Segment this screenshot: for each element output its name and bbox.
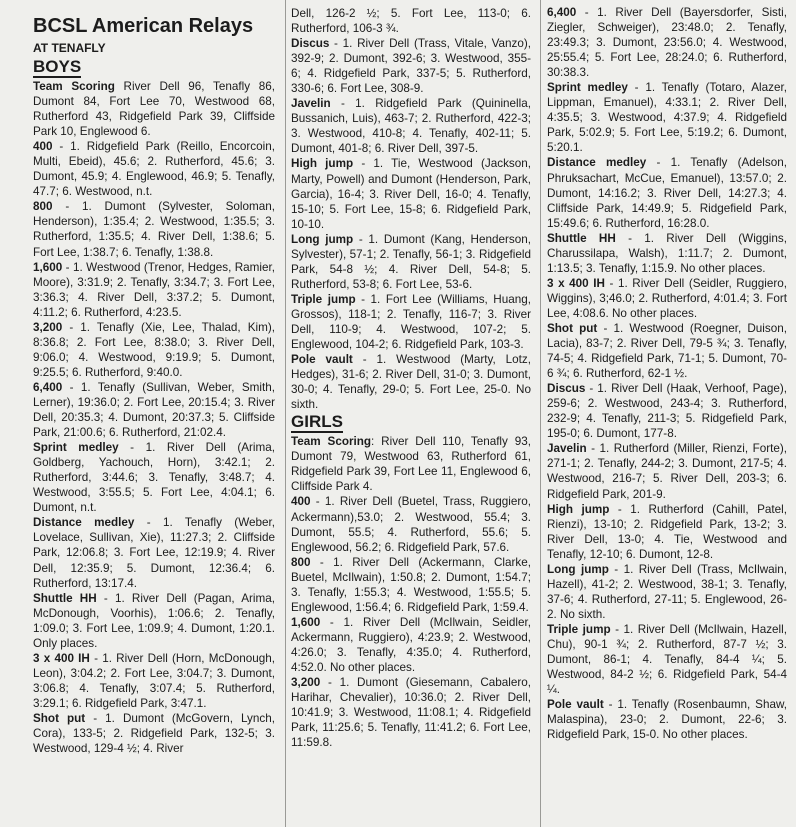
event-result-team-scoring xyxy=(33,79,275,139)
event-result-3-x-400-ih xyxy=(547,276,787,321)
event-label: Triple jump xyxy=(547,622,611,636)
event-label: Shuttle HH xyxy=(547,231,616,245)
event-text: : River Dell 110, Tenafly 93, Dumont 79, Westwood 63, Rutherford 61, Ridgefield Park 39, Fort Lee 11, Englewood 6, Cliffside Park 4. xyxy=(291,435,531,494)
event-text: - 1. Rutherford (Miller, Rienzi, Forte), 271-1; 2. Tenafly, 244-2; 3. Dumont, 217-5; 4. Westwood, 216-7; 5. River Dell, 203-3; 6. Ridgefield Park, 201-9. xyxy=(547,442,787,501)
event-label: Javelin xyxy=(291,97,331,111)
event-label: 3 x 400 IH xyxy=(547,276,605,290)
event-label: Triple jump xyxy=(291,292,356,306)
event-text: - 1. Westwood (Roegner, Duison, Lacia), 83-7; 2. River Dell, 79-5 ¾; 3. Tenafly, 74-5; 4. Ridgefield Park, 71-1; 5. Dumont, 70-6 ¾; 6. Rutherford, 62-1 ½. xyxy=(547,321,787,381)
event-result-sprint-medley xyxy=(33,440,275,515)
event-result-pole-vault xyxy=(547,697,787,742)
section-heading-girls: GIRLS xyxy=(291,412,343,432)
event-text: - 1. Tenafly (Weber, Lovelace, Sullivan, Xie), 11:27.3; 2. Cliffside Park, 12:06.8; 3. Fort Lee, 12:19.9; 4. River Dell, 12:35.9; 5. Dumont, 12:36.4; 6. Rutherford, 13:17.4. xyxy=(33,516,276,590)
event-text: - 1. River Dell (Horn, McDonough, Leon), 3:04.2; 2. Fort Lee, 3:04.7; 3. Dumont, 3:06.8; 4. Tenafly, 3:07.4; 5. Rutherford, 3:29.1; 6. Ridgefield Park, 3:47.1. xyxy=(33,651,275,710)
event-label: Distance medley xyxy=(547,156,647,170)
event-result-3-x-400-ih xyxy=(33,651,275,711)
event-label: High jump xyxy=(547,502,610,516)
event-text: - 1. River Dell (Arima, Goldberg, Yachouch, Horn), 3:42.1; 2. Rutherford, 3:44.6; 3. Tenafly, 3:48.7; 4. Westwood, 3:55.5; 5. Fort Lee, 4:04.1; 6. Dumont, n.t. xyxy=(33,441,275,515)
event-label: 3 x 400 IH xyxy=(33,651,90,665)
event-result-800 xyxy=(33,199,275,259)
event-label: Distance medley xyxy=(33,516,135,530)
event-text: - 1. River Dell (McIlwain, Seidler, Ackermann, Ruggiero), 4:23.9; 2. Westwood, 4:26.0; 3. Tenafly, 4:35.0; 4. Rutherford, 4:52.0. No other places. xyxy=(291,615,531,674)
event-text: - 1. Ridgefield Park (Reillo, Encorcoin, Multi, Ebeid), 45.6; 2. Rutherford, 45.6; 3. Dumont, 45.9; 4. Englewood, 46.9; 5. Tenafly, 47.7; 6. Westwood, n.t. xyxy=(33,140,275,199)
event-label: Long jump xyxy=(291,232,354,246)
event-text: - 1. Dumont (Giesemann, Cabalero, Harihar, Chevalier), 10:36.0; 2. River Dell, 10:41.9; 3. Westwood, 11:08.1; 4. Ridgefield Park, 11:25.6; 5. Tenafly, 11:41.2; 6. Fort Lee, 11:59.8. xyxy=(291,676,531,750)
event-text: - 1. River Dell (Buetel, Trass, Ruggiero, Ackermann),53.0; 2. Westwood, 55.4; 3. Dumont, 55.5; 4. Rutherford, 55.6; 5. Englewood, 56.2; 6. Ridgefield Park, 57.6. xyxy=(291,495,531,554)
event-label: 1,600 xyxy=(33,260,63,274)
event-result-400 xyxy=(291,494,531,554)
section-heading-boys: BOYS xyxy=(33,57,82,76)
event-text: - 1. River Dell (Haak, Verhoof, Page), 259-6; 2. Westwood, 243-4; 3. Rutherford, 232-9; 4. Tenafly, 211-3; 5. Ridgefield Park, 195-0; 6. Dumont, 177-8. xyxy=(547,382,787,441)
article-headline: BCSL American Relays xyxy=(33,15,254,37)
column-divider xyxy=(285,0,286,827)
event-text: - 1. Fort Lee (Williams, Huang, Grossos), 118-1; 2. Tenafly, 116-7; 3. River Dell, 110-9; 4. Westwood, 107-2; 5. Englewood, 104-2; 6. Ridgefield Park, 103-3. xyxy=(291,292,531,352)
event-label: Team Scoring xyxy=(291,435,372,449)
event-text: - 1. Dumont (Sylvester, Soloman, Henderson), 1:35.4; 2. Westwood, 1:35.5; 3. Rutherford, 1:35.5; 4. River Dell, 1:38.6; 5. Fort Lee, 1:38.7; 6. Tenafly, 1:38.8. xyxy=(33,200,275,259)
event-result-1-600 xyxy=(291,615,531,675)
event-text: - 1. River Dell (Seidler, Ruggiero, Wiggins), 3;46.0; 2. Rutherford, 4:01.4; 3. Fort Lee, 4:08.6. No other places. xyxy=(547,276,787,320)
event-text: - 1. River Dell (Trass, Vitale, Vanzo), 392-9; 2. Dumont, 392-6; 3. Westwood, 355-6; 4. Ridgefield Park, 337-5; 5. Rutherford, 330-6; 6. Fort Lee, 308-9. xyxy=(291,37,531,96)
event-label: Shot put xyxy=(547,321,598,335)
event-result-distance-medley xyxy=(33,515,275,590)
event-text: - 1. Westwood (Trenor, Hedges, Ramier, Moore), 3:31.9; 2. Tenafly, 3:34.7; 3. Fort Lee, 3:36.3; 4. River Dell, 3:37.2; 5. Dumont, 4:11.2; 6. Rutherford, 4:23.5. xyxy=(33,260,275,319)
results-column-3 xyxy=(547,5,787,742)
event-text: - 1. Westwood (Marty, Lotz, Hedges), 31-6; 2. River Dell, 31-0; 3. Dumont, 30-0; 4. Tenafly, 29-0; 5. Fort Lee, 25-0. No sixth. xyxy=(291,353,531,412)
event-label: Shot put xyxy=(33,711,86,725)
event-result-high-jump xyxy=(291,156,531,231)
event-text: - 1. Rutherford (Cahill, Patel, Rienzi), 13-10; 2. Ridgefield Park, 13-2; 3. River Dell, 13-0; 4. Tie, Westwood and Tenafly, 12-10; 6. Dumont, 12-8. xyxy=(547,502,787,561)
event-text: - 1. River Dell (Trass, McIlwain, Hazell), 41-2; 2. Westwood, 38-1; 3. Tenafly, 37-6; 4. Rutherford, 27-11; 5. Englewood, 26-2. No sixth. xyxy=(547,562,787,621)
event-label: Team Scoring xyxy=(33,80,115,93)
event-label: Discus xyxy=(291,37,330,51)
event-result-triple-jump xyxy=(547,622,787,697)
event-result-shuttle-hh xyxy=(33,591,275,651)
event-label: 800 xyxy=(33,200,53,214)
event-result-long-jump xyxy=(291,232,531,292)
event-text: - 1. River Dell (Wiggins, Charussilapa, Walsh), 1:11.7; 2. Dumont, 1:13.5; 3. Tenafly, 1:15.9. No other places. xyxy=(547,231,787,275)
event-label: Pole vault xyxy=(547,698,604,712)
event-result-6-400 xyxy=(547,5,787,80)
event-label: Pole vault xyxy=(291,353,353,367)
event-text: - 1. Tenafly (Totaro, Alazer, Lippman, Emanuel), 4:33.1; 2. River Dell, 4:35.5; 3. Westwood, 4:37.9; 4. Ridgefield Park, 5:02.9; 5. Fort Lee, 5:19.2; 6. Dumont, 5:20.1. xyxy=(547,81,787,155)
event-result-high-jump xyxy=(547,502,787,562)
event-text: - 1. Ridgefield Park (Quininella, Bussanich, Luis), 463-7; 2. Rutherford, 422-3; 3. Westwood, 410-8; 4. Tenafly, 402-11; 5. Dumont, 401-8; 6. River Dell, 397-5. xyxy=(291,97,531,156)
article-dateline: AT TENAFLY xyxy=(33,41,106,55)
event-result-shot-put xyxy=(33,711,275,756)
event-text: - 1. Dumont (McGovern, Lynch, Cora), 133-5; 2. Ridgefield Park, 132-5; 3. Westwood, 129-4 ½; 4. River xyxy=(33,711,275,756)
event-result-3-200 xyxy=(33,320,275,380)
event-text: - 1. Tie, Westwood (Jackson, Marty, Powell) and Dumont (Henderson, Park, Garcia), 16-4; 3. River Dell, 16-0; 4. Tenafly, 15-10; 5. Fort Lee, 15-8; 6. Ridgefield Park, 10-10. xyxy=(291,157,532,231)
event-result-discus xyxy=(291,36,531,96)
event-result-3-200 xyxy=(291,675,531,750)
event-result-pole-vault xyxy=(291,352,531,412)
event-label: 3,200 xyxy=(291,676,321,690)
event-text: - 1. Tenafly (Adelson, Phruksachart, McCue, Emanuel), 13:57.0; 2. Dumont, 14:16.2; 3. River Dell, 14:27.3; 4. Cliffside Park, 14:49.9; 5. Ridgefield Park, 15:49.6; 6. Rutherford, 16:28.0. xyxy=(547,156,787,230)
event-label: Discus xyxy=(547,382,586,396)
event-text: - 1. Tenafly (Xie, Lee, Thalad, Kim), 8:36.8; 2. Fort Lee, 8:38.0; 3. River Dell, 9:06.0; 4. Westwood, 9:19.9; 5. Dumont, 9:25.5; 6. Rutherford, 9:40.0. xyxy=(33,320,275,379)
event-label: 3,200 xyxy=(33,320,63,334)
event-text: - 1. River Dell (McIlwain, Hazell, Chu), 90-1 ¾; 2. Rutherford, 87-7 ½; 3. Dumont, 86-1; 4. Tenafly, 84-4 ¼; 5. Westwood, 84-2 ½; 6. Ridgefield Park, 54-4 ¼. xyxy=(547,622,788,697)
event-label: Long jump xyxy=(547,562,609,576)
event-result-6-400 xyxy=(33,380,275,440)
event-result-team-scoring xyxy=(291,434,531,494)
event-label: Sprint medley xyxy=(33,441,119,455)
event-text: - 1. River Dell (Bayersdorfer, Sisti, Ziegler, Schweiger), 23:48.0; 2. Tenafly, 23:49.3; 3. Dumont, 23:56.0; 4. Westwood, 25:55.4; 5. Fort Lee, 28:24.0; 6. Rutherford, 30:38.3. xyxy=(547,6,787,80)
event-text: - 1. Tenafly (Rosenbaumn, Shaw, Malaspina), 23-0; 2. Dumont, 22-6; 3. Ridgefield Park, 15-0. No other places. xyxy=(547,698,787,742)
event-label: Javelin xyxy=(547,442,587,456)
event-label: 800 xyxy=(291,555,311,569)
event-text: River Dell 96, Tenafly 86, Dumont 84, Fort Lee 70, Westwood 68, Rutherford 43, Ridgefield Park 39, Cliffside Park 10, Englewood 6. xyxy=(33,80,275,139)
event-result-400 xyxy=(33,139,275,199)
event-label: 6,400 xyxy=(33,380,63,394)
event-text: - 1. River Dell (Ackermann, Clarke, Buetel, McIlwain), 1:50.8; 2. Dumont, 1:54.7; 3. Tenafly, 1:55.3; 4. Westwood, 1:55.5; 5. Englewood, 1:56.4; 6. Ridgefield Park, 1:59.4. xyxy=(291,555,531,614)
event-label: Sprint medley xyxy=(547,81,628,95)
event-result-sprint-medley xyxy=(547,80,787,155)
event-result-distance-medley xyxy=(547,155,787,230)
event-result-long-jump xyxy=(547,562,787,622)
event-result-800 xyxy=(291,555,531,615)
event-label: 400 xyxy=(291,495,311,509)
event-text: - 1. Dumont (Kang, Henderson, Sylvester), 57-1; 2. Tenafly, 56-1; 3. Ridgefield Park, 54-8 ½; 4. River Dell, 54-8; 5. Rutherford, 53-8; 6. Fort Lee, 53-6. xyxy=(291,232,531,291)
event-label: Shuttle HH xyxy=(33,591,97,605)
event-label: 6,400 xyxy=(547,6,577,19)
event-label: 400 xyxy=(33,140,53,154)
event-text: - 1. Tenafly (Sullivan, Weber, Smith, Lerner), 19:36.0; 2. Fort Lee, 20:15.4; 3. River Dell, 20:35.3; 4. Dumont, 20:37.3; 5. Cliffside Park, 21:00.6; 6. Rutherford, 21:02.4. xyxy=(33,380,275,440)
event-result-javelin xyxy=(291,96,531,156)
event-text: Dell, 126-2 ½; 5. Fort Lee, 113-0; 6. Rutherford, 106-3 ¾. xyxy=(291,7,531,36)
event-result-discus xyxy=(547,381,787,441)
event-result-shuttle-hh xyxy=(547,231,787,276)
event-result-triple-jump xyxy=(291,292,531,352)
event-result-1-600 xyxy=(33,260,275,320)
event-label: 1,600 xyxy=(291,615,321,629)
event-result-continued xyxy=(291,6,531,36)
event-result-javelin xyxy=(547,441,787,501)
column-divider xyxy=(540,0,541,827)
results-column-1 xyxy=(33,14,275,756)
event-text: - 1. River Dell (Pagan, Arima, McDonough, Voorhis), 1:06.6; 2. Tenafly, 1:09.0; 3. Fort Lee, 1:09.9; 4. Dumont, 1:20.1. Only places. xyxy=(33,591,275,650)
event-result-shot-put xyxy=(547,321,787,381)
event-label: High jump xyxy=(291,157,354,171)
results-column-2 xyxy=(291,6,531,750)
